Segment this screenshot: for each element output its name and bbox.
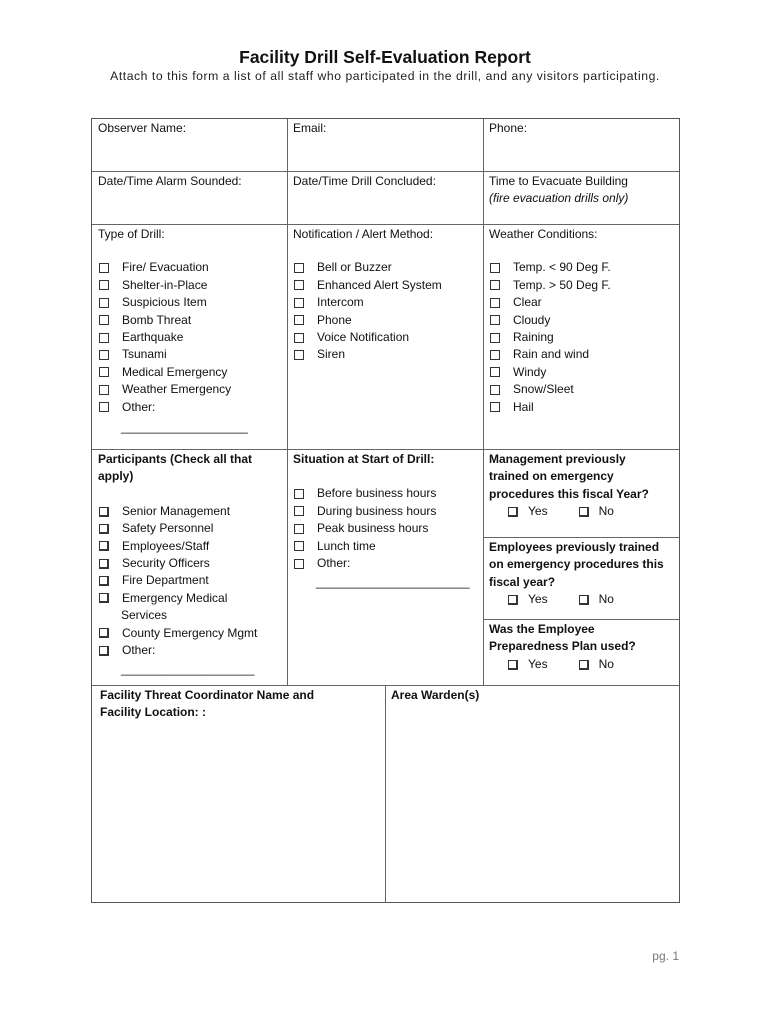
checkbox-other-situation[interactable]: [293, 555, 479, 572]
column-divider: [287, 119, 288, 685]
checkbox-cloudy[interactable]: [489, 312, 675, 329]
option-label: Clear: [513, 295, 542, 310]
question-text: Preparedness Plan used?: [489, 639, 636, 654]
checkbox-safety-personnel[interactable]: [98, 520, 283, 537]
checkbox-other-drill[interactable]: [98, 399, 283, 416]
row-divider: [92, 449, 679, 450]
option-label: Temp. < 90 Deg F.: [513, 260, 611, 275]
checkbox-temp-under-90[interactable]: [489, 259, 675, 276]
checkbox-bell-buzzer[interactable]: [293, 259, 479, 276]
area-warden-label: Area Warden(s): [391, 688, 480, 702]
option-label: Hail: [513, 399, 534, 414]
row-divider: [484, 537, 679, 538]
question-text: trained on emergency: [489, 469, 614, 484]
checkbox-icon[interactable]: [294, 263, 304, 273]
option-label: Other:: [122, 642, 156, 657]
checkbox-icon[interactable]: [99, 350, 109, 360]
option-label: Fire/ Evacuation: [122, 260, 209, 275]
yes-label: Yes: [528, 504, 548, 519]
option-label-continued: Services: [121, 608, 168, 623]
checkbox-icon[interactable]: [490, 263, 500, 273]
checkbox-snow-sleet[interactable]: [489, 381, 675, 398]
checkbox-icon[interactable]: [294, 559, 304, 569]
question-text: procedures this fiscal Year?: [489, 486, 649, 501]
page-title: Facility Drill Self-Evaluation Report: [239, 47, 531, 67]
checkbox-intercom[interactable]: [293, 294, 479, 311]
checkbox-icon[interactable]: [294, 298, 304, 308]
observer-name-field[interactable]: [98, 120, 283, 170]
checkbox-medical-emergency[interactable]: [98, 364, 283, 381]
option-label: Fire Department: [122, 573, 209, 588]
checkbox-icon[interactable]: [99, 576, 109, 586]
checkbox-icon[interactable]: [490, 385, 500, 395]
type-of-drill-cell: [98, 226, 283, 436]
question-text: fiscal year?: [489, 574, 556, 589]
drill-concluded-label: Date/Time Drill Concluded:: [293, 174, 436, 188]
checkbox-tsunami[interactable]: [98, 346, 283, 363]
question-management-trained: [489, 451, 675, 521]
checkbox-temp-over-50[interactable]: [489, 277, 675, 294]
option-label: Medical Emergency: [122, 364, 228, 379]
checkbox-icon[interactable]: [99, 333, 109, 343]
yes-checkbox[interactable]: [508, 507, 518, 517]
checkbox-icon[interactable]: [490, 298, 500, 308]
option-label: During business hours: [317, 503, 437, 518]
checkbox-icon[interactable]: [99, 541, 109, 551]
evacuate-time-note: (fire evacuation drills only): [489, 191, 629, 206]
option-label: Enhanced Alert System: [317, 277, 442, 292]
checkbox-icon[interactable]: [99, 402, 109, 412]
checkbox-enhanced-alert[interactable]: [293, 277, 479, 294]
yes-checkbox[interactable]: [508, 595, 518, 605]
page-subtitle: Attach to this form a list of all staff who participated in the drill, and any visitors participating.: [110, 69, 660, 83]
coordinator-field[interactable]: [100, 687, 382, 899]
checkbox-suspicious-item[interactable]: [98, 294, 283, 311]
checkbox-rain-wind[interactable]: [489, 346, 675, 363]
checkbox-lunch-time[interactable]: [293, 538, 479, 555]
evacuate-time-label: Time to Evacuate Building: [489, 174, 628, 188]
other-drill-blank[interactable]: ___________________: [121, 419, 248, 434]
option-label: Suspicious Item: [122, 295, 207, 310]
option-label: Weather Emergency: [122, 382, 232, 397]
option-label: County Emergency Mgmt: [122, 625, 258, 640]
question-text: Was the Employee: [489, 622, 595, 636]
coordinator-label-line1: Facility Threat Coordinator Name and: [100, 688, 315, 702]
weather-title: Weather Conditions:: [489, 227, 598, 241]
checkbox-siren[interactable]: [293, 346, 479, 363]
checkbox-earthquake[interactable]: [98, 329, 283, 346]
option-label: Other:: [122, 399, 156, 414]
no-checkbox[interactable]: [579, 660, 589, 670]
checkbox-peak-hours[interactable]: [293, 520, 479, 537]
checkbox-before-hours[interactable]: [293, 485, 479, 502]
option-label: Temp. > 50 Deg F.: [513, 277, 611, 292]
checkbox-icon[interactable]: [490, 402, 500, 412]
checkbox-icon[interactable]: [490, 315, 500, 325]
notification-title: Notification / Alert Method:: [293, 227, 434, 241]
checkbox-icon[interactable]: [294, 280, 304, 290]
participants-cell: [98, 451, 283, 679]
option-label: Rain and wind: [513, 347, 590, 362]
checkbox-icon[interactable]: [490, 333, 500, 343]
option-label: Emergency Medical: [122, 590, 228, 605]
checkbox-icon[interactable]: [99, 628, 109, 638]
weather-cell: [489, 226, 675, 416]
checkbox-raining[interactable]: [489, 329, 675, 346]
option-label: Before business hours: [317, 486, 437, 501]
checkbox-bomb-threat[interactable]: [98, 312, 283, 329]
checkbox-other-participant[interactable]: [98, 642, 283, 659]
option-label: Employees/Staff: [122, 538, 210, 553]
participants-title-line2: apply): [98, 469, 134, 484]
checkbox-employees-staff[interactable]: [98, 538, 283, 555]
option-label: Intercom: [317, 295, 364, 310]
no-checkbox[interactable]: [579, 507, 589, 517]
option-label: Snow/Sleet: [513, 382, 574, 397]
checkbox-icon[interactable]: [294, 315, 304, 325]
option-label: Tsunami: [122, 347, 167, 362]
checkbox-icon[interactable]: [294, 333, 304, 343]
alarm-time-label: Date/Time Alarm Sounded:: [98, 174, 242, 188]
yes-checkbox[interactable]: [508, 660, 518, 670]
coordinator-label-line2: Facility Location: :: [100, 705, 207, 720]
option-label: Raining: [513, 329, 554, 344]
other-participant-blank[interactable]: ____________________: [121, 662, 255, 677]
checkbox-icon[interactable]: [99, 298, 109, 308]
checkbox-icon[interactable]: [99, 385, 109, 395]
option-label: Windy: [513, 364, 547, 379]
column-divider: [385, 685, 386, 903]
checkbox-icon[interactable]: [490, 350, 500, 360]
area-warden-field[interactable]: [391, 687, 675, 899]
option-label: Lunch time: [317, 538, 376, 553]
option-label: Senior Management: [122, 503, 231, 518]
checkbox-icon[interactable]: [99, 280, 109, 290]
form-table: [91, 118, 680, 903]
checkbox-icon[interactable]: [99, 646, 109, 656]
evacuate-time-field[interactable]: [489, 173, 675, 223]
checkbox-senior-management[interactable]: [98, 503, 283, 520]
situation-cell: [293, 451, 479, 592]
row-divider: [484, 619, 679, 620]
checkbox-emergency-medical[interactable]: [98, 590, 283, 607]
row-divider: [92, 171, 679, 172]
checkbox-icon[interactable]: [294, 489, 304, 499]
option-label: Safety Personnel: [122, 521, 214, 536]
checkbox-icon[interactable]: [99, 559, 109, 569]
option-label: Cloudy: [513, 312, 551, 327]
observer-name-label: Observer Name:: [98, 121, 187, 135]
no-label: No: [598, 504, 614, 519]
checkbox-icon[interactable]: [294, 506, 304, 516]
checkbox-fire-evacuation[interactable]: [98, 259, 283, 276]
alarm-time-field[interactable]: [98, 173, 283, 223]
checkbox-windy[interactable]: [489, 364, 675, 381]
question-text: on emergency procedures this: [489, 557, 664, 572]
checkbox-phone[interactable]: [293, 312, 479, 329]
checkbox-icon[interactable]: [490, 367, 500, 377]
column-divider: [483, 119, 484, 685]
notification-cell: [293, 226, 479, 364]
checkbox-icon[interactable]: [99, 263, 109, 273]
checkbox-icon[interactable]: [294, 541, 304, 551]
checkbox-shelter-in-place[interactable]: [98, 277, 283, 294]
no-checkbox[interactable]: [579, 595, 589, 605]
checkbox-clear[interactable]: [489, 294, 675, 311]
option-label: Security Officers: [122, 555, 210, 570]
question-text: Employees previously trained: [489, 540, 660, 554]
option-label: Bell or Buzzer: [317, 260, 392, 275]
phone-field[interactable]: [489, 120, 675, 170]
participants-title-line1: Participants (Check all that: [98, 452, 253, 466]
page-number: pg. 1: [652, 949, 679, 963]
email-field[interactable]: [293, 120, 479, 170]
checkbox-icon[interactable]: [99, 367, 109, 377]
option-label: Voice Notification: [317, 329, 410, 344]
situation-title: Situation at Start of Drill:: [293, 452, 435, 466]
option-label: Siren: [317, 347, 346, 362]
option-label: Peak business hours: [317, 521, 429, 536]
checkbox-icon[interactable]: [99, 315, 109, 325]
option-label: Phone: [317, 312, 352, 327]
question-employees-trained: [489, 539, 675, 609]
checkbox-icon[interactable]: [294, 524, 304, 534]
question-text: Management previously: [489, 452, 626, 466]
option-label: Shelter-in-Place: [122, 277, 208, 292]
email-label: Email:: [293, 121, 327, 135]
checkbox-icon[interactable]: [99, 507, 109, 517]
yes-label: Yes: [528, 592, 548, 607]
option-label: Earthquake: [122, 329, 184, 344]
no-label: No: [598, 592, 614, 607]
checkbox-icon[interactable]: [490, 280, 500, 290]
checkbox-during-hours[interactable]: [293, 503, 479, 520]
yes-label: Yes: [528, 656, 548, 671]
checkbox-icon[interactable]: [99, 593, 109, 603]
phone-label: Phone:: [489, 121, 528, 135]
checkbox-voice-notification[interactable]: [293, 329, 479, 346]
option-label: Bomb Threat: [122, 312, 192, 327]
drill-concluded-field[interactable]: [293, 173, 479, 223]
option-label: Other:: [317, 555, 351, 570]
checkbox-hail[interactable]: [489, 399, 675, 416]
checkbox-weather-emergency[interactable]: [98, 381, 283, 398]
row-divider: [92, 224, 679, 225]
type-of-drill-title: Type of Drill:: [98, 227, 165, 241]
checkbox-security-officers[interactable]: [98, 555, 283, 572]
question-plan-used: [489, 621, 675, 673]
checkbox-county-emergency[interactable]: [98, 625, 283, 642]
other-situation-blank[interactable]: _______________________: [316, 575, 470, 590]
no-label: No: [598, 656, 614, 671]
checkbox-icon[interactable]: [294, 350, 304, 360]
checkbox-fire-department[interactable]: [98, 572, 283, 589]
checkbox-icon[interactable]: [99, 524, 109, 534]
